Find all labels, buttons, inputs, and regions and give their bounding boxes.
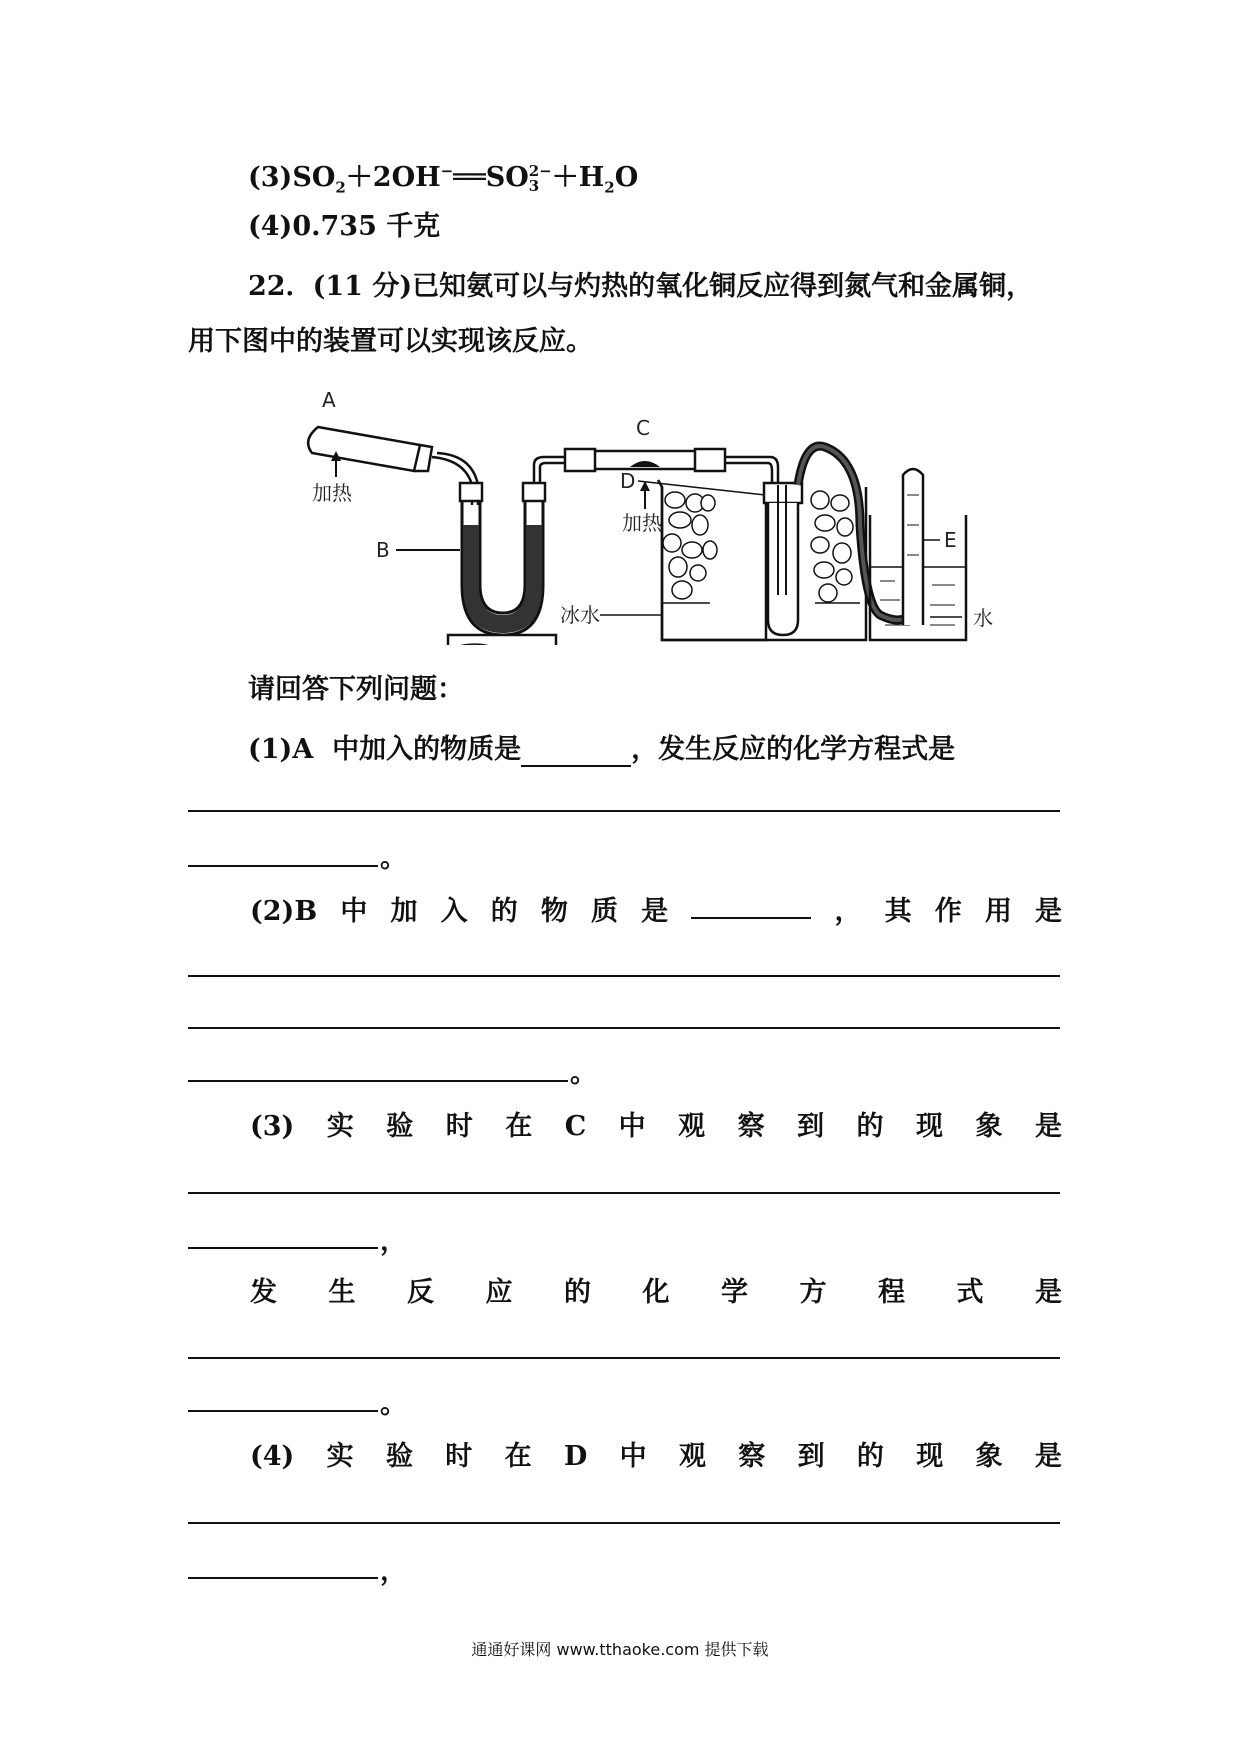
q4-answer-line-2[interactable] <box>188 1577 378 1579</box>
beaker-d <box>658 480 866 640</box>
heat-label-c: 加热 <box>622 511 662 535</box>
q3-line-2: 发 生 反 应 的 化 学 方 程 式 是 <box>250 1277 1062 1308</box>
page-footer: 通通好课网 www.tthaoke.com 提供下载 <box>471 1640 769 1659</box>
question-22-line1: 22．(11 分)已知氨可以与灼热的氧化铜反应得到氮气和金属铜， <box>248 271 1034 302</box>
q3-answer-line-3[interactable] <box>188 1357 1060 1359</box>
diagram-label-e: E <box>944 528 957 552</box>
q3-answer-line-1[interactable] <box>188 1192 1060 1194</box>
answer-3: $(3)SO_2+2OH^-══SO$ 2− 3 $+H_2O$ <box>248 161 639 197</box>
combustion-tube-c <box>565 449 725 471</box>
diagram-label-c: C <box>636 416 650 440</box>
q2-answer-line-2[interactable] <box>188 1027 1060 1029</box>
q2-answer-line-3[interactable] <box>188 1080 568 1082</box>
q1-blank-1[interactable] <box>521 745 631 767</box>
q2-answer-line-1[interactable] <box>188 975 1060 977</box>
prompt: 请回答下列问题： <box>248 674 464 705</box>
q4-comma: ， <box>380 1556 407 1587</box>
u-tube-b <box>448 483 556 645</box>
q4-answer-line-1[interactable] <box>188 1522 1060 1524</box>
q4-line: (4) 实 验 时 在 D 中 观 察 到 的 现 象 是 <box>250 1441 1062 1472</box>
apparatus-diagram <box>300 385 1020 645</box>
q3-comma: ， <box>380 1226 407 1257</box>
q2-end: 。 <box>570 1058 597 1089</box>
answer-4: (4)0.735 千克 <box>248 211 441 242</box>
diagram-label-d: D <box>620 469 636 493</box>
q1-answer-line-2[interactable] <box>188 865 378 867</box>
ice-water-label: 冰水 <box>560 603 600 627</box>
q3-answer-line-2[interactable] <box>188 1247 378 1249</box>
q3-end: 。 <box>380 1389 407 1420</box>
q2-blank[interactable] <box>691 895 811 919</box>
diagram-label-a: A <box>322 388 336 412</box>
q1-end: 。 <box>380 843 407 874</box>
q1-line: (1)A 中加入的物质是 ，发生反应的化学方程式是 <box>248 734 956 765</box>
q1-answer-line-1[interactable] <box>188 810 1060 812</box>
q3-line: (3) 实 验 时 在 C 中 观 察 到 的 现 象 是 <box>250 1111 1062 1142</box>
water-label: 水 <box>973 606 993 630</box>
diagram-label-b: B <box>376 538 390 562</box>
q3-answer-line-4[interactable] <box>188 1410 378 1412</box>
q2-line: (2)B 中 加 入 的 物 质 是 ， 其 作 用 是 <box>250 896 1062 927</box>
question-22-line2: 用下图中的装置可以实现该反应。 <box>188 326 593 357</box>
heat-label-a: 加热 <box>312 481 352 505</box>
